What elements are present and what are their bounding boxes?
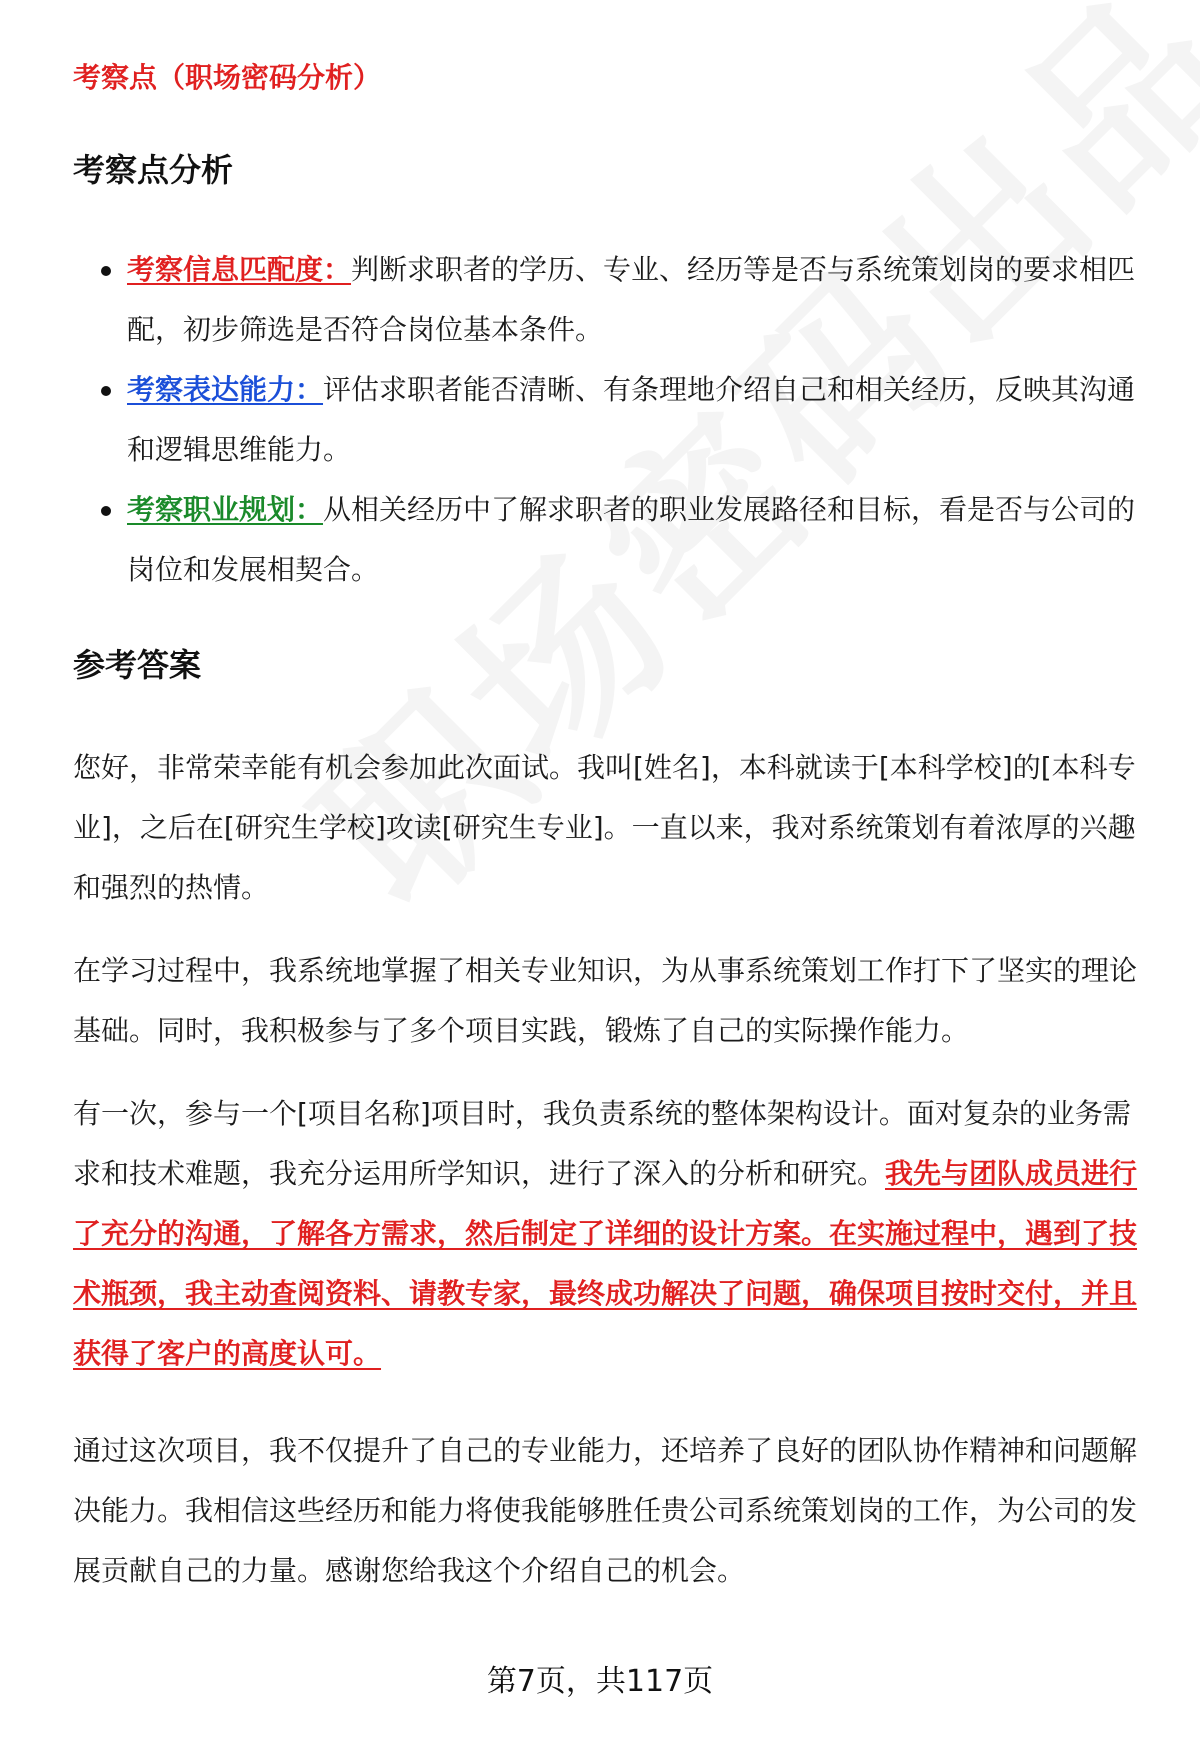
answer-paragraph-2: 在学习过程中，我系统地掌握了相关专业知识，为从事系统策划工作打下了坚实的理论基础。同时，我积极参与了多个项目实践，锻炼了自己的实际操作能力。 bbox=[73, 954, 1138, 1047]
analysis-item-text: 判断求职者的学历、专业、经历等是否与系统策划岗的要求相匹配，初步筛选是否符合岗位基本条件。 bbox=[127, 253, 1136, 346]
answer-paragraph-3 bbox=[73, 1084, 1145, 1384]
analysis-list bbox=[73, 240, 1145, 600]
answer-paragraph-4: 通过这次项目，我不仅提升了自己的专业能力，还培养了良好的团队协作精神和问题解决能力。我相信这些经历和能力将使我能够胜任贵公司系统策划岗的工作，为公司的发展贡献自己的力量。感谢您给我这个介绍自己的机会。 bbox=[73, 1434, 1138, 1587]
bullet-dot-icon bbox=[101, 266, 111, 276]
bullet-dot-icon bbox=[101, 386, 111, 396]
analysis-item-career-plan bbox=[73, 480, 1145, 600]
answer-paragraph-1: 您好，非常荣幸能有机会参加此次面试。我叫[姓名]，本科就读于[本科学校]的[本科专业]，之后在[研究生学校]攻读[研究生专业]。一直以来，我对系统策划有着浓厚的兴趣和强烈的热情。 bbox=[73, 751, 1136, 904]
analysis-item-key: 考察职业规划： bbox=[127, 493, 324, 526]
analysis-item-info-match bbox=[73, 240, 1145, 360]
analysis-item-key: 考察表达能力： bbox=[127, 373, 324, 406]
analysis-item-expression bbox=[73, 360, 1145, 480]
bullet-dot-icon bbox=[101, 506, 111, 516]
section-title: 考察点（职场密码分析） bbox=[73, 61, 382, 94]
analysis-item-text: 从相关经历中了解求职者的职业发展路径和目标，看是否与公司的岗位和发展相契合。 bbox=[127, 493, 1136, 586]
analysis-heading: 考察点分析 bbox=[73, 151, 234, 189]
answer-paragraph-3-plain: 有一次，参与一个[项目名称]项目时，我负责系统的整体架构设计。面对复杂的业务需求和技术难题，我充分运用所学知识，进行了深入的分析和研究。 bbox=[73, 1097, 1131, 1190]
answer-paragraph-3-emphasis: 我先与团队成员进行了充分的沟通，了解各方需求，然后制定了详细的设计方案。在实施过程中，遇到了技术瓶颈，我主动查阅资料、请教专家，最终成功解决了问题，确保项目按时交付，并且获得了客户的高度认可。 bbox=[73, 1157, 1138, 1370]
analysis-item-key: 考察信息匹配度： bbox=[127, 253, 352, 286]
analysis-item-text: 评估求职者能否清晰、有条理地介绍自己和相关经历，反映其沟通和逻辑思维能力。 bbox=[127, 373, 1136, 466]
answer-heading: 参考答案 bbox=[73, 646, 202, 684]
page-number: 第7页，共117页 bbox=[486, 1664, 714, 1699]
